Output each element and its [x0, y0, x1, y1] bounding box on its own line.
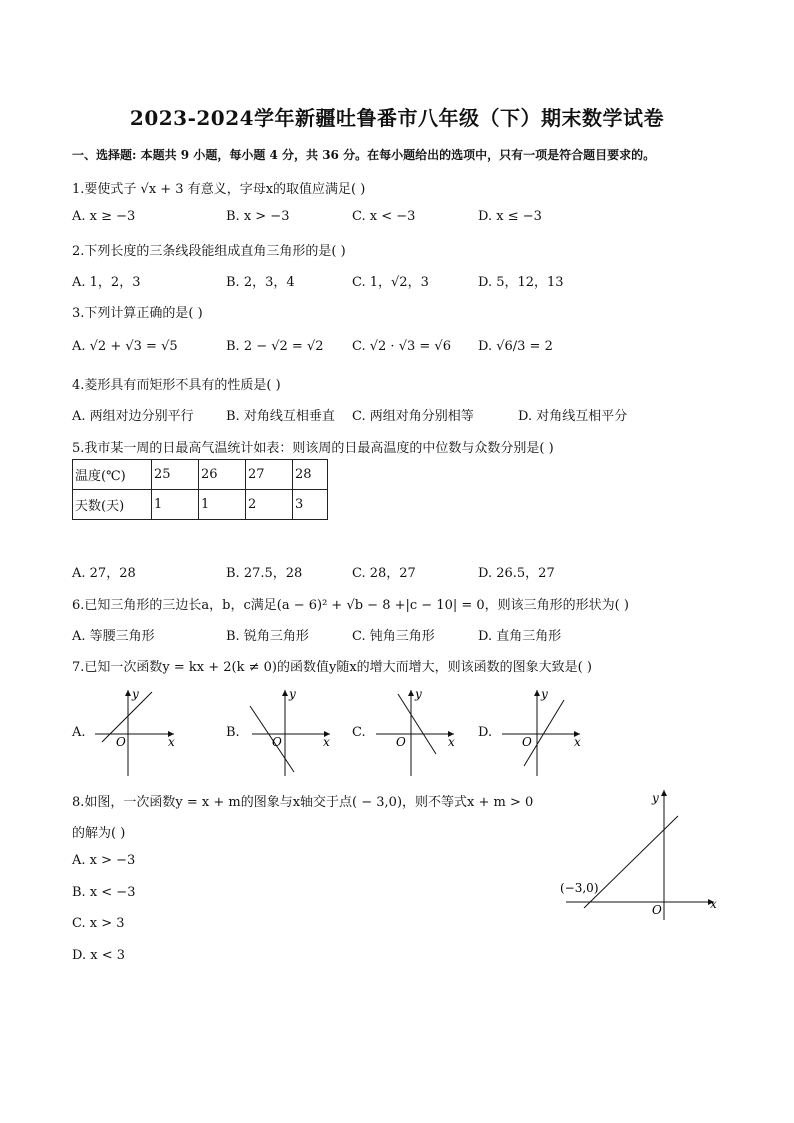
q3-option-d[interactable]: D. √6/3 = 2 — [478, 339, 553, 354]
q2-option-a[interactable]: A. 1，2，3 — [72, 275, 141, 290]
q7-option-b-label[interactable]: B. — [226, 725, 240, 740]
q1-option-b[interactable]: B. x > −3 — [226, 209, 290, 224]
question-3-stem: 3.下列计算正确的是( ) — [72, 306, 203, 321]
x-axis-label: x — [323, 735, 330, 749]
q3-option-a[interactable]: A. √2 + √3 = √5 — [72, 339, 178, 354]
x-axis-label: x — [574, 735, 581, 749]
q5-option-c[interactable]: C. 28，27 — [352, 566, 416, 581]
point-label: (−3,0) — [560, 881, 599, 895]
question-1-stem: 1.要使式子 √x + 3 有意义，字母x的取值应满足( ) — [72, 182, 366, 197]
x-axis-label: x — [168, 735, 175, 749]
y-axis-label: y — [415, 687, 422, 701]
q7-graph-c[interactable] — [370, 684, 470, 780]
q8-figure — [556, 784, 726, 924]
y-axis-label: y — [132, 687, 139, 701]
q5-option-b[interactable]: B. 27.5，28 — [226, 566, 303, 581]
question-8-stem-line1: 8.如图，一次函数y = x + m的图象与x轴交于点( − 3,0)，则不等式x + m > 0 — [72, 795, 534, 810]
q4-option-a[interactable]: A. 两组对边分别平行 — [72, 409, 194, 424]
table-cell: 天数(天) — [73, 490, 152, 520]
q4-option-d[interactable]: D. 对角线互相平分 — [518, 409, 628, 424]
q1-option-a[interactable]: A. x ≥ −3 — [72, 209, 136, 224]
question-4-stem: 4.菱形具有而矩形不具有的性质是( ) — [72, 378, 281, 393]
q8-option-a[interactable]: A. x > −3 — [72, 853, 136, 868]
question-2-stem: 2.下列长度的三条线段能组成直角三角形的是( ) — [72, 244, 346, 259]
table-cell: 温度(℃) — [73, 460, 152, 490]
q7-graph-b[interactable] — [244, 684, 344, 780]
origin-label: O — [116, 735, 126, 749]
q5-option-d[interactable]: D. 26.5，27 — [478, 566, 555, 581]
question-5-stem: 5.我市某一周的日最高气温统计如表：则该周的日最高温度的中位数与众数分别是( ) — [72, 441, 554, 456]
q1-option-c[interactable]: C. x < −3 — [352, 209, 416, 224]
q3-option-c[interactable]: C. √2 · √3 = √6 — [352, 339, 451, 354]
origin-label: O — [272, 735, 282, 749]
table-row — [73, 460, 328, 490]
table-cell: 3 — [293, 490, 328, 520]
q6-option-c[interactable]: C. 钝角三角形 — [352, 629, 435, 644]
q8-option-d[interactable]: D. x < 3 — [72, 948, 125, 963]
q6-option-b[interactable]: B. 锐角三角形 — [226, 629, 309, 644]
q8-option-c[interactable]: C. x > 3 — [72, 916, 125, 931]
page-title: 2023-2024学年新疆吐鲁番市八年级（下）期末数学试卷 — [129, 106, 665, 130]
q6-option-a[interactable]: A. 等腰三角形 — [72, 629, 155, 644]
x-axis-label: x — [710, 897, 717, 911]
q7-option-c-label[interactable]: C. — [352, 725, 366, 740]
q4-option-b[interactable]: B. 对角线互相垂直 — [226, 409, 335, 424]
table-cell: 1 — [152, 490, 199, 520]
origin-label: O — [522, 735, 532, 749]
question-6-stem: 6.已知三角形的三边长a，b，c满足(a − 6)² + √b − 8 +|c − 10| = 0，则该三角形的形状为( ) — [72, 598, 629, 613]
question-8-stem-line2: 的解为( ) — [72, 826, 126, 841]
q7-option-d-label[interactable]: D. — [478, 725, 493, 740]
q4-option-c[interactable]: C. 两组对角分别相等 — [352, 409, 474, 424]
q7-option-a-label[interactable]: A. — [72, 725, 86, 740]
q2-option-c[interactable]: C. 1，√2，3 — [352, 275, 429, 290]
q1-option-d[interactable]: D. x ≤ −3 — [478, 209, 542, 224]
q7-graph-d[interactable] — [496, 684, 596, 780]
table-cell: 28 — [293, 460, 328, 490]
y-axis-label: y — [541, 687, 548, 701]
q2-option-d[interactable]: D. 5，12，13 — [478, 275, 564, 290]
temperature-table — [72, 459, 328, 520]
table-cell: 26 — [199, 460, 246, 490]
table-row — [73, 490, 328, 520]
y-axis-label: y — [652, 791, 659, 805]
table-cell: 2 — [246, 490, 293, 520]
origin-label: O — [652, 903, 662, 917]
origin-label: O — [396, 735, 406, 749]
q5-option-a[interactable]: A. 27，28 — [72, 566, 136, 581]
q2-option-b[interactable]: B. 2，3，4 — [226, 275, 295, 290]
question-7-stem: 7.已知一次函数y = kx + 2(k ≠ 0)的函数值y随x的增大而增大，则该函数的图象大致是( ) — [72, 660, 592, 675]
section-heading: 一、选择题: 本题共 9 小题，每小题 4 分，共 36 分。在每小题给出的选项中，只有一项是符合题目要求的。 — [72, 148, 656, 162]
x-axis-label: x — [448, 735, 455, 749]
table-cell: 27 — [246, 460, 293, 490]
q3-option-b[interactable]: B. 2 − √2 = √2 — [226, 339, 324, 354]
table-cell: 25 — [152, 460, 199, 490]
q6-option-d[interactable]: D. 直角三角形 — [478, 629, 562, 644]
q8-option-b[interactable]: B. x < −3 — [72, 885, 136, 900]
y-axis-label: y — [289, 687, 296, 701]
table-cell: 1 — [199, 490, 246, 520]
q7-graph-a[interactable] — [90, 684, 190, 780]
